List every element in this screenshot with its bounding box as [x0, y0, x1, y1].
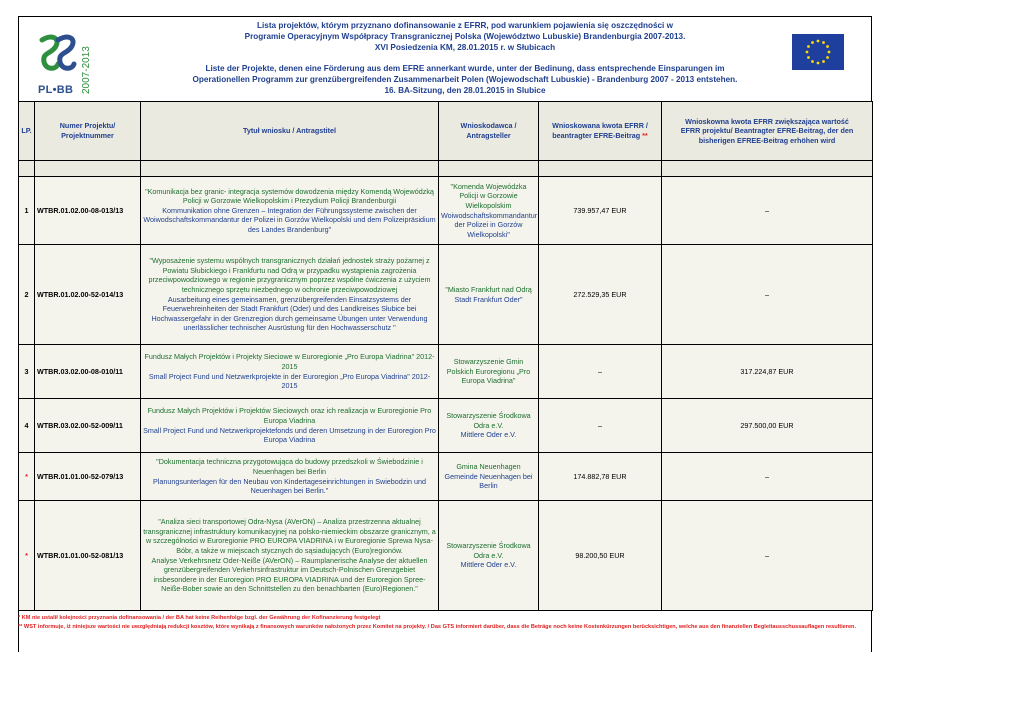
eu-star-icon	[817, 40, 820, 43]
row-project-number: WTBR.03.02.00-52-009/11	[35, 399, 141, 453]
logo-mark-icon	[38, 34, 78, 82]
row-title: "Komunikacja bez granic- integracja systemów dowodzenia między Komendą Wojewódzką Policji w Gorzowie Wielkopolskim i Prezydium Policji Brandenburgii Kommunikation ohne Grenzen – Integration der Führungssysteme zwischen der Woiwodschaftskommandantur der Polizei in Gorzów Wielkopolski und dem Polizeipräsidium des Landes Brandenburg"	[141, 177, 439, 245]
row-applicant: Stowarzyszenie Środkowa Odra e.V. Mittlere Oder e.V.	[439, 399, 539, 453]
row-lp: *	[19, 501, 35, 611]
eu-star-icon	[811, 60, 814, 63]
eu-star-icon	[817, 62, 820, 65]
footnote-2: ** WST informuje, iż niniejsze wartości nie uwzględniają redukcji kosztów, które wynikają z finansowych warunków nałożonych przez Komitet na projekty. / Das GTS informiert darüber, dass die Beträge noch keine Kostenkürzungen berücksichtigen, welche aus den finanziellen Begleitausschussauflagen resultieren.	[18, 623, 857, 630]
row-applicant: Stowarzyszenie Środkowa Odra e.V. Mittlere Oder e.V.	[439, 501, 539, 611]
table-row	[19, 245, 873, 345]
document-header	[18, 16, 872, 102]
row-requested-amount: 739.957,47 EUR	[539, 177, 662, 245]
row-project-number: WTBR.01.01.00-52-081/13	[35, 501, 141, 611]
eu-star-icon	[826, 45, 829, 48]
title-pl-line-1: Lista projektów, którym przyznano dofinansowanie z EFRR, pod warunkiem pojawienia się oszczędności w	[257, 21, 673, 30]
eu-star-icon	[807, 56, 810, 59]
row-increase-amount: –	[662, 501, 873, 611]
title-de-line-2: Operationellen Programm zur grenzübergreifenden Zusammenarbeit Polen (Wojewodschaft Lubuskie) - Brandenburg 2007 - 2013 entstehen.	[192, 75, 738, 84]
table-row	[19, 177, 873, 245]
row-applicant: "Miasto Frankfurt nad Odrą Stadt Frankfurt Oder"	[439, 245, 539, 345]
col-header-requested: Wnioskowana kwota EFRR / beantragter EFRE-Beitrag **	[539, 102, 662, 161]
eu-star-icon	[806, 51, 809, 54]
table-row	[19, 453, 873, 501]
eu-flag-icon	[792, 34, 844, 70]
row-title: Fundusz Małych Projektów i Projektów Sieciowych oraz ich realizacja w Euroregionie Pro Europa Viadrina Small Project Fund und Netzwerkprojektefonds und deren Umsetzung in der Euroregion Pro Europa Viadrina	[141, 399, 439, 453]
eu-star-icon	[822, 41, 825, 44]
col-header-applicant: Wnioskodawca / Antragsteller	[439, 102, 539, 161]
projects-table	[18, 101, 873, 611]
row-lp: 1	[19, 177, 35, 245]
row-increase-amount: –	[662, 177, 873, 245]
row-increase-amount: –	[662, 245, 873, 345]
col-header-number: Numer Projektu/ Projektnummer	[35, 102, 141, 161]
row-title: "Dokumentacja techniczna przygotowująca do budowy przedszkoli w Świebodzinie i Neuenhagen bei Berlin Planungsunterlagen für den Neubau von Kindertageseinrichtungen in Swiebodzin und Neuenhagen bei Berlin."	[141, 453, 439, 501]
table-row	[19, 345, 873, 399]
row-lp: 2	[19, 245, 35, 345]
row-title: "Analiza sieci transportowej Odra-Nysa (AVerON) – Analiza przestrzenna aktualnej transgranicznej infrastruktury komunikacyjnej na polsko-niemieckim obszarze granicznym, a w szczególności w Euroregionie PRO EUROPA VIADRINA i w Euroregionie Sprewa Nysa-Bóbr, a także w miejscach stycznych do sąsiadujących (Euro)regionów. Analyse Verkehrsnetz Oder-Neiße (AVerON) – Raumplanerische Analyse der aktuellen grenzübergreifenden Verkehrsinfrastruktur im Deutsch-Polnischen Grenzgebiet insbesondere in der Euroregion PRO EUROPA VIADRINA und der Euroregion Spree-Neiße-Bober sowie an den Schnittstellen zu den benachbarten (Euro)Regionen."	[141, 501, 439, 611]
title-de-line-3: 16. BA-Sitzung, den 28.01.2015 in Slubice	[384, 86, 546, 95]
table-row	[19, 399, 873, 453]
eu-star-icon	[828, 51, 831, 54]
logo-years	[79, 36, 93, 96]
row-title: Fundusz Małych Projektów i Projekty Sieciowe w Euroregionie „Pro Europa Viadrina" 2012-2015 Small Project Fund und Netzwerkprojekte in der Euroregion „Pro Europa Viadrina" 2012- 2015	[141, 345, 439, 399]
logo-text: PL•BB	[38, 84, 74, 96]
row-increase-amount: 317.224,87 EUR	[662, 345, 873, 399]
row-increase-amount: 297.500,00 EUR	[662, 399, 873, 453]
eu-star-icon	[826, 56, 829, 59]
header-separator-row	[19, 161, 873, 177]
row-project-number: WTBR.01.02.00-08-013/13	[35, 177, 141, 245]
row-applicant: "Komenda Wojewódzka Policji w Gorzowie Wielkopolskim Woiwodschaftskommandantur der Polizei in Gorzów Wielkopolski"	[439, 177, 539, 245]
plbb-logo	[38, 34, 90, 98]
row-increase-amount: –	[662, 453, 873, 501]
row-requested-amount: 174.882,78 EUR	[539, 453, 662, 501]
svg-text:2007-2013: 2007-2013	[81, 46, 92, 94]
col-header-lp: LP.	[19, 102, 35, 161]
row-requested-amount: –	[539, 399, 662, 453]
row-lp: *	[19, 453, 35, 501]
eu-star-icon	[807, 45, 810, 48]
table-header-row	[19, 102, 873, 161]
title-polish	[148, 20, 782, 53]
row-title: "Wyposażenie systemu wspólnych transgranicznych działań jednostek straży pożarnej z Powiatu Słubickiego i Frankfurtu nad Odrą w przypadku wystąpienia zagrożenia przeciwpowodziowego w regionie przygranicznym poprzez wspólne ćwiczenia z użyciem technicznego sprzętu niezbędnego w ochronie przeciwpowodziowej Ausarbeitung eines gemeinsamen, grenzübergreifenden Einsatzsystems der Feuerwehreinheiten der Stadt Frankfurt (Oder) und des Landkreises Słubice bei Hochwassergefahr in der Grenzregion durch gemeinsame Übungen unter Verwendung unerlässlicher technischer Ausrüstung für den Hochwasserschutz "	[141, 245, 439, 345]
row-project-number: WTBR.01.01.00-52-079/13	[35, 453, 141, 501]
row-project-number: WTBR.01.02.00-52-014/13	[35, 245, 141, 345]
title-pl-line-3: XVI Posiedzenia KM, 28.01.2015 r. w Słubicach	[374, 43, 556, 52]
row-applicant: Gmina Neuenhagen Gemeinde Neuenhagen bei Berlin	[439, 453, 539, 501]
title-german	[148, 63, 782, 96]
table-row	[19, 501, 873, 611]
title-de-line-1: Liste der Projekte, denen eine Förderung aus dem EFRE annerkant wurde, unter der Bedinung, dass entsprechende Einsparungen im	[205, 64, 725, 73]
row-lp: 4	[19, 399, 35, 453]
eu-star-icon	[811, 41, 814, 44]
footnote-1: * KM nie ustalił kolejności przyznania dofinansowania / der BA hat keine Reihenfolge bzgl. der Gewährung der Kofinanzierung festgelegt	[18, 615, 381, 621]
row-lp: 3	[19, 345, 35, 399]
row-applicant: Stowarzyszenie Gmin Polskich Euroregionu „Pro Europa Viadrina"	[439, 345, 539, 399]
col-header-title: Tytuł wniosku / Antragstitel	[141, 102, 439, 161]
col-header-increase: Wnioskowna kwota EFRR zwiększająca wartość EFRR projektu/ Beantragter EFRE-Beitrag, der den bisherigen EFREE-Beitrag erhöhen wird	[662, 102, 873, 161]
footnotes	[18, 614, 872, 632]
eu-star-icon	[822, 60, 825, 63]
row-requested-amount: –	[539, 345, 662, 399]
title-pl-line-2: Programie Operacyjnym Współpracy Transgranicznej Polska (Województwo Lubuskie) Brandenburgia 2007-2013.	[244, 32, 686, 41]
row-project-number: WTBR.03.02.00-08-010/11	[35, 345, 141, 399]
row-requested-amount: 272.529,35 EUR	[539, 245, 662, 345]
row-requested-amount: 98.200,50 EUR	[539, 501, 662, 611]
